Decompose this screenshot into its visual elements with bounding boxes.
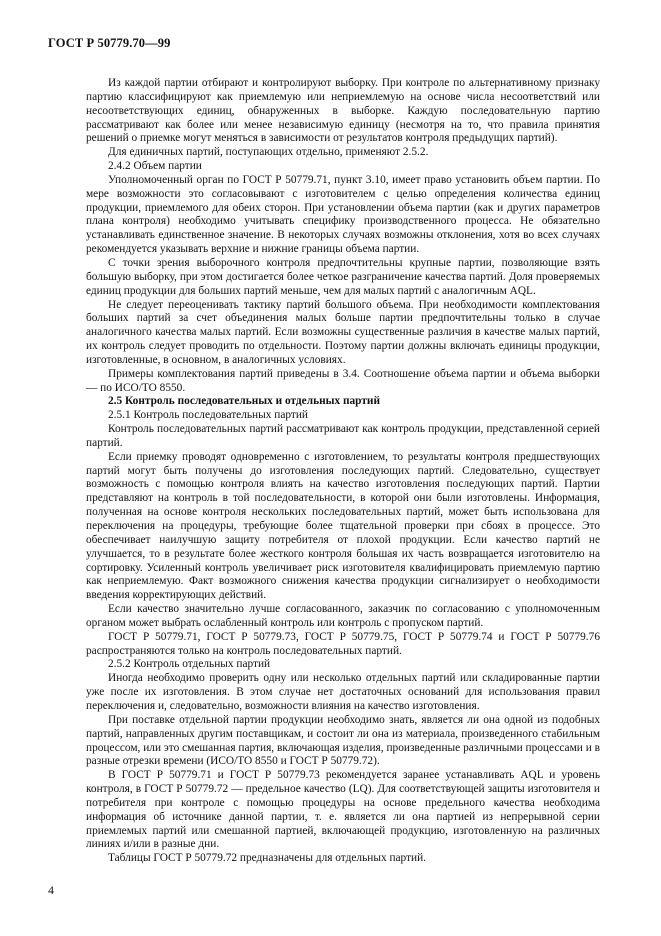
paragraph-lot-size-authority: Уполномоченный орган по ГОСТ Р 50779.71, пункт 3.10, имеет право установить объем партии. По мере возможности это согласовывают с изготовителем с целью определения количества единиц продукции, приемлемого для обеих сторон. При установлении объема партии (как и других параметров плана контроля) необходимо учитывать специфику производственного процесса. Не обязательно устанавливать единственное значение. В некоторых случаях возможны отклонения, хотя во всех случаях рекомендуется указывать верхние и нижние границы объема партии. <box>86 173 600 256</box>
page-header: ГОСТ Р 50779.70—99 <box>48 36 171 50</box>
section-heading-2-5: 2.5 Контроль последовательных и отдельных партий <box>108 395 380 408</box>
paragraph-standards-scope: ГОСТ Р 50779.71, ГОСТ Р 50779.73, ГОСТ Р 50779.75, ГОСТ Р 50779.74 и ГОСТ Р 50779.76 распространяются только на контроль последовательных партий. <box>86 630 600 657</box>
subheading-2-5-2: 2.5.2 Контроль отдельных партий <box>108 658 271 671</box>
paragraph-tables: Таблицы ГОСТ Р 50779.72 предназначены для отдельных партий. <box>108 852 427 865</box>
subheading-2-4-2: 2.4.2 Объем партии <box>108 160 202 173</box>
paragraph-large-lots: С точки зрения выборочного контроля предпочтительны крупные партии, позволяющие взять большую выборку, при этом достигается более четкое разграничение качества партий. Доля проверяемых единиц продукции для больших партий меньше, чем для малых партий с аналогичным AQL. <box>86 256 600 297</box>
paragraph-examples: Примеры комплектования партий приведены в 3.4. Соотношение объема партии и объема выборки — по ИСО/ТО 8550. <box>86 367 600 394</box>
paragraph-isolated-supply: При поставке отдельной партии продукции необходимо знать, является ли она одной из подобных партий, направленных другим поставщикам, и состоит ли она из материала, произведенного стабильным процессом, или это смешанная партия, включающая изделия, произведенные различными процессами и в разные отрезки времени (ИСО/ТО 8550 и ГОСТ Р 50779.72). <box>86 713 600 768</box>
paragraph-isolated-lots: Иногда необходимо проверить одну или несколько отдельных партий или складированные партии уже после их изготовления. В этом случае нет достаточных оснований для использования правил переключения и, следовательно, возможности влияния на качество изготовления. <box>86 672 600 712</box>
paragraph-aql-lq: В ГОСТ Р 50779.71 и ГОСТ Р 50779.73 рекомендуется заранее устанавливать AQL и уровень контроля, в ГОСТ Р 50779.72 — предельное качество (LQ). Для соответствующей защиты изготовителя и потребителя при контроле с помощью процедуры на основе предельного качества необходима информация об источнике данной партии, т. е. является ли она партией из непрерывной серии приемлемых партий или смешанной партией, включающей продукцию, изготовленную на различных линиях и/или в разные дни. <box>86 769 600 851</box>
paragraph-reduced-inspection: Если качество значительно лучше согласованного, заказчик по согласованию с уполномоченным органом может выбрать ослабленный контроль или контроль с пропуском партий. <box>86 603 600 629</box>
paragraph-sequential-details: Если приемку проводят одновременно с изготовлением, то результаты контроля предшествующих партий могут быть получены до изготовления последующих партий. Следовательно, существует возможность с помощью контроля влиять на качество изготовления последующих партий. Партии представляют на контроль в той последовательности, в которой они были изготовлены. Информация, полученная на основе контроля нескольких последовательных партий, может быть использована для переключения на процедуры, требующие более тщательной проверки при сбоях в процессе. Это обеспечивает наилучшую защиту потребителя от плохой продукции. Если качество партий не улучшается, то в результате более жесткого контроля большая их часть возвращается изготовителю на сортировку. Усиленный контроль увеличивает риск изготовителя квалифицировать приемлемую партию как неприемлемую. Факт возможного снижения качества продукции сигнализирует о необходимости введения корректирующих действий. <box>86 450 600 602</box>
body-text <box>86 77 600 866</box>
subheading-2-5-1: 2.5.1 Контроль последовательных партий <box>108 409 308 422</box>
paragraph-single-lots: Для единичных партий, поступающих отдельно, применяют 2.5.2. <box>108 146 429 159</box>
paragraph-overestimate: Не следует переоценивать тактику партий большого объема. При необходимости комплектования больших партий за счет объединения малых больше партии предпочтительны только в случае аналогичного качества малых партий. Если возможны существенные различия в качестве малых партий, их контроль следует проводить по отдельности. Поэтому партии должны включать единицы продукции, изготовленные, в основном, в аналогичных условиях. <box>86 298 600 366</box>
paragraph-sequential-definition: Контроль последовательных партий рассматривают как контроль продукции, представленной серией партий. <box>86 423 600 449</box>
page-number: 4 <box>48 883 54 897</box>
paragraph-lot-sampling: Из каждой партии отбирают и контролируют выборку. При контроле по альтернативному признаку партию классифицируют как приемлемую или неприемлемую на основе числа несоответствий или несоответствующих единиц, обнаруженных в выборке. Каждую последовательную партию рассматривают как более или менее независимую единицу (несмотря на то, что правила принятия решений о приемке могут меняться в зависимости от результатов контроля предыдущих партий). <box>86 77 600 145</box>
